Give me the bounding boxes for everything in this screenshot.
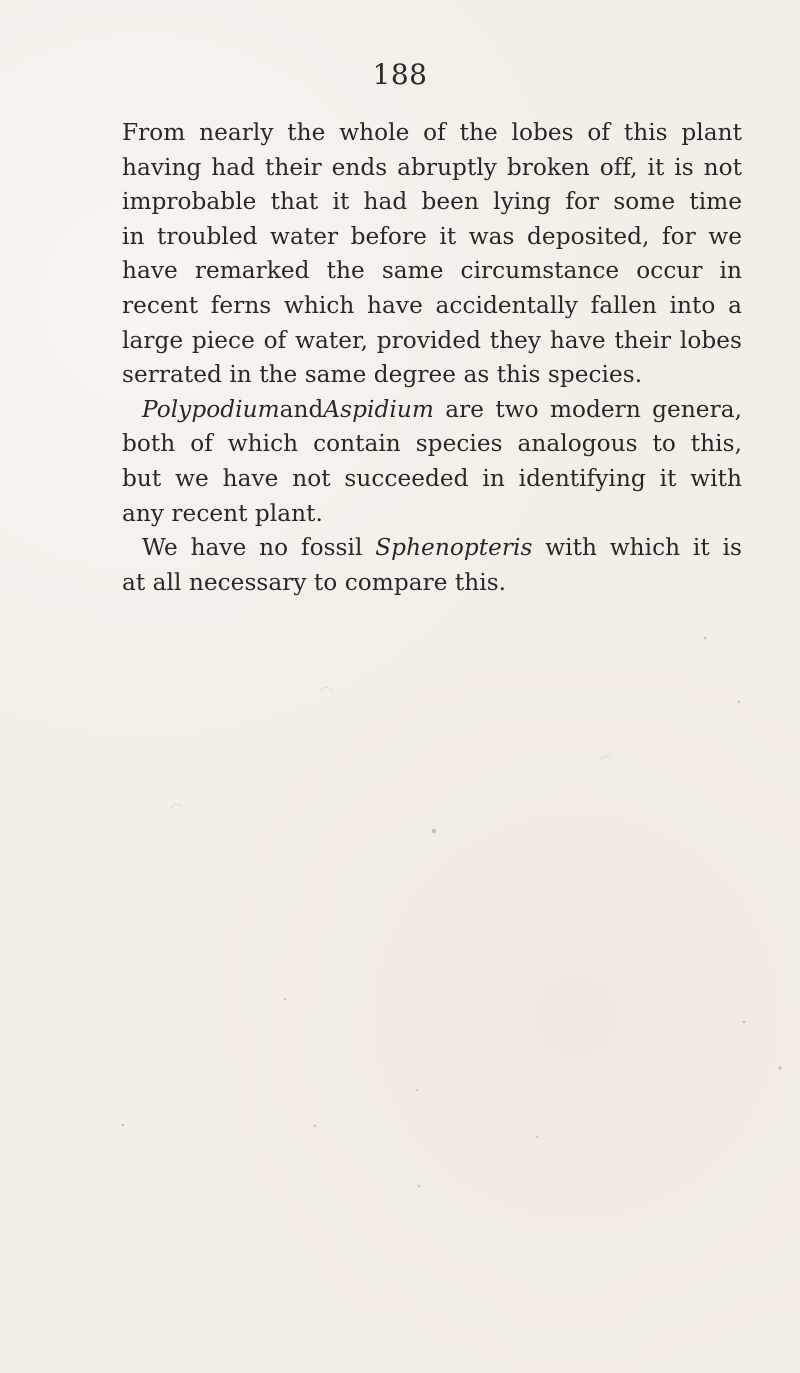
page-number: 188: [372, 58, 428, 91]
genus-name: Aspidium: [323, 395, 434, 423]
text-line: [122, 358, 742, 393]
text-segment: any recent plant.: [122, 499, 323, 527]
text-line: [122, 185, 742, 220]
text-line: [122, 220, 742, 255]
text-line: [122, 151, 742, 186]
text-segment: both of which contain species analogous to this,: [122, 430, 742, 458]
genus-name: Polypodium: [142, 395, 280, 423]
text-line: [122, 497, 742, 532]
text-line: [122, 116, 742, 151]
text-segment: having had their ends abruptly broken off, it is not: [122, 153, 742, 181]
text-line: [122, 324, 742, 359]
text-segment: From nearly the whole of the lobes of this plant: [122, 119, 742, 146]
text-segment: large piece of water, provided they have their lobes: [122, 326, 742, 354]
genus-name: Sphenopteris: [375, 534, 533, 562]
text-segment: serrated in the same degree as this species.: [122, 361, 643, 389]
text-segment: in troubled water before it was deposited, for we: [122, 222, 742, 250]
text-line: [122, 462, 742, 497]
text-segment: at all necessary to compare this.: [122, 568, 507, 596]
text-segment: have remarked the same circumstance occur in: [122, 257, 742, 285]
text-segment: are two modern genera,: [433, 395, 742, 423]
text-line: [122, 393, 742, 428]
text-segment: We have no fossil: [142, 534, 376, 562]
text-line: [122, 427, 742, 462]
text-line: [122, 566, 742, 601]
text-line: [122, 531, 742, 566]
text-segment: and: [279, 395, 324, 423]
text-segment: with which it is: [532, 534, 742, 562]
text-segment: but we have not succeeded in identifying it with: [122, 464, 742, 492]
text-line: [122, 254, 742, 289]
text-segment: recent ferns which have accidentally fallen into a: [122, 291, 742, 319]
text-line: [122, 289, 742, 324]
body-text: [122, 116, 742, 600]
text-segment: improbable that it had been lying for some time: [122, 188, 742, 216]
